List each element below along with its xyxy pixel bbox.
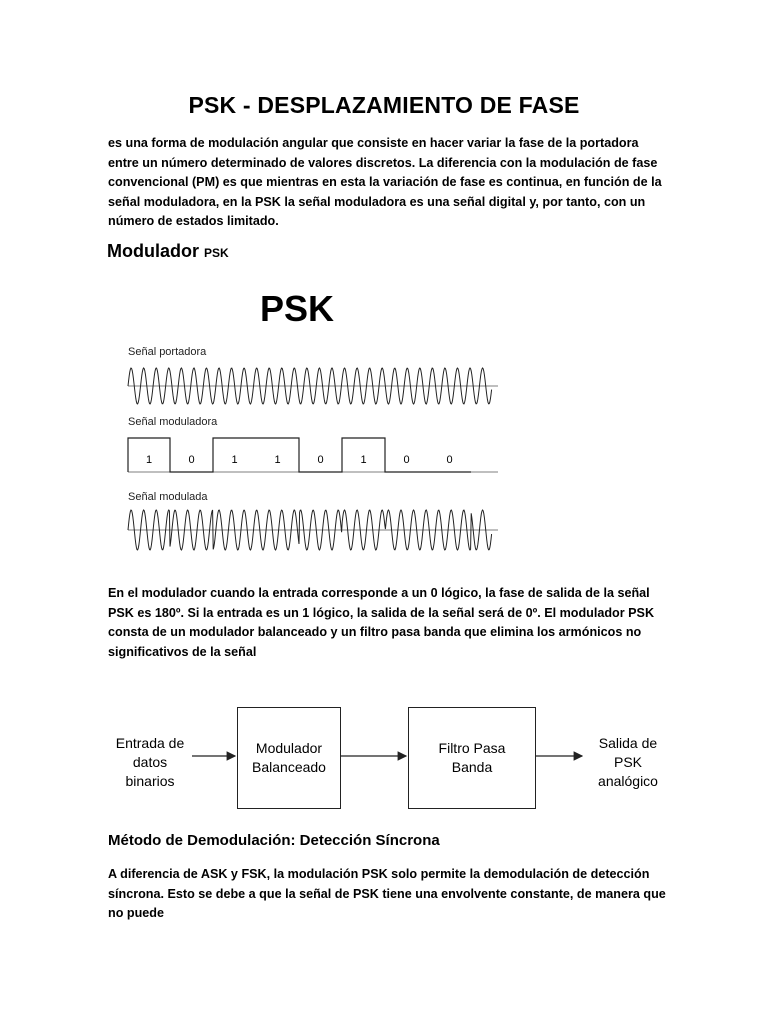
bit-label: 1 <box>360 454 367 466</box>
bit-label: 0 <box>188 454 195 466</box>
block-input-label: Entrada de datos binarios <box>115 735 185 789</box>
bit-label: 1 <box>274 454 281 466</box>
carrier-label: Señal portadora <box>128 346 207 358</box>
page-title: PSK - DESPLAZAMIENTO DE FASE <box>188 92 580 118</box>
bit-label: 1 <box>146 454 153 466</box>
bit-label: 0 <box>403 454 410 466</box>
modulator-paragraph: En el modulador cuando la entrada corresponde a un 0 lógico, la fase de salida de la señal PSK es 180º. Si la entrada es un 1 lógico, la salida de la señal será de 0º. El modulador PSK consta de un modulador balanceado y un filtro pasa banda que elimina los armónicos no significativos de la señal <box>108 586 655 659</box>
modulador-heading-small: PSK <box>204 246 229 260</box>
bit-label: 1 <box>231 454 238 466</box>
demod-paragraph: A diferencia de ASK y FSK, la modulación PSK solo permite la demodulación de detección síncrona. Esto se debe a que la señal de PSK tiene una envolvente constante, de manera que no puede <box>108 867 666 920</box>
psk-waveform-figure <box>120 280 510 570</box>
modulador-heading-text: Modulador <box>107 241 199 261</box>
block-filtro-pasa-banda: Filtro Pasa Banda <box>408 707 536 809</box>
block-diagram <box>100 700 680 840</box>
demod-heading: Método de Demodulación: Detección Síncrona <box>108 832 440 849</box>
modulating-label: Señal moduladora <box>128 416 218 428</box>
bit-label: 0 <box>317 454 324 466</box>
modulating-square-wave <box>128 438 471 472</box>
bit-label: 0 <box>446 454 453 466</box>
block-modulador-balanceado: Modulador Balanceado <box>237 707 341 809</box>
intro-paragraph: es una forma de modulación angular que consiste en hacer variar la fase de la portadora entre un número determinado de valores discretos. La diferencia con la modulación de fase convencional (PM) es que mientras en esta la variación de fase es continua, en función de la señal moduladora, en la PSK la señal moduladora es una señal digital y, por tanto, con un número de estados limitado. <box>108 136 662 228</box>
figure-title: PSK <box>260 288 335 329</box>
modulated-label: Señal modulada <box>128 491 208 503</box>
modulador-heading <box>107 241 229 262</box>
block-output-label: Salida de PSK analógico <box>598 735 658 789</box>
